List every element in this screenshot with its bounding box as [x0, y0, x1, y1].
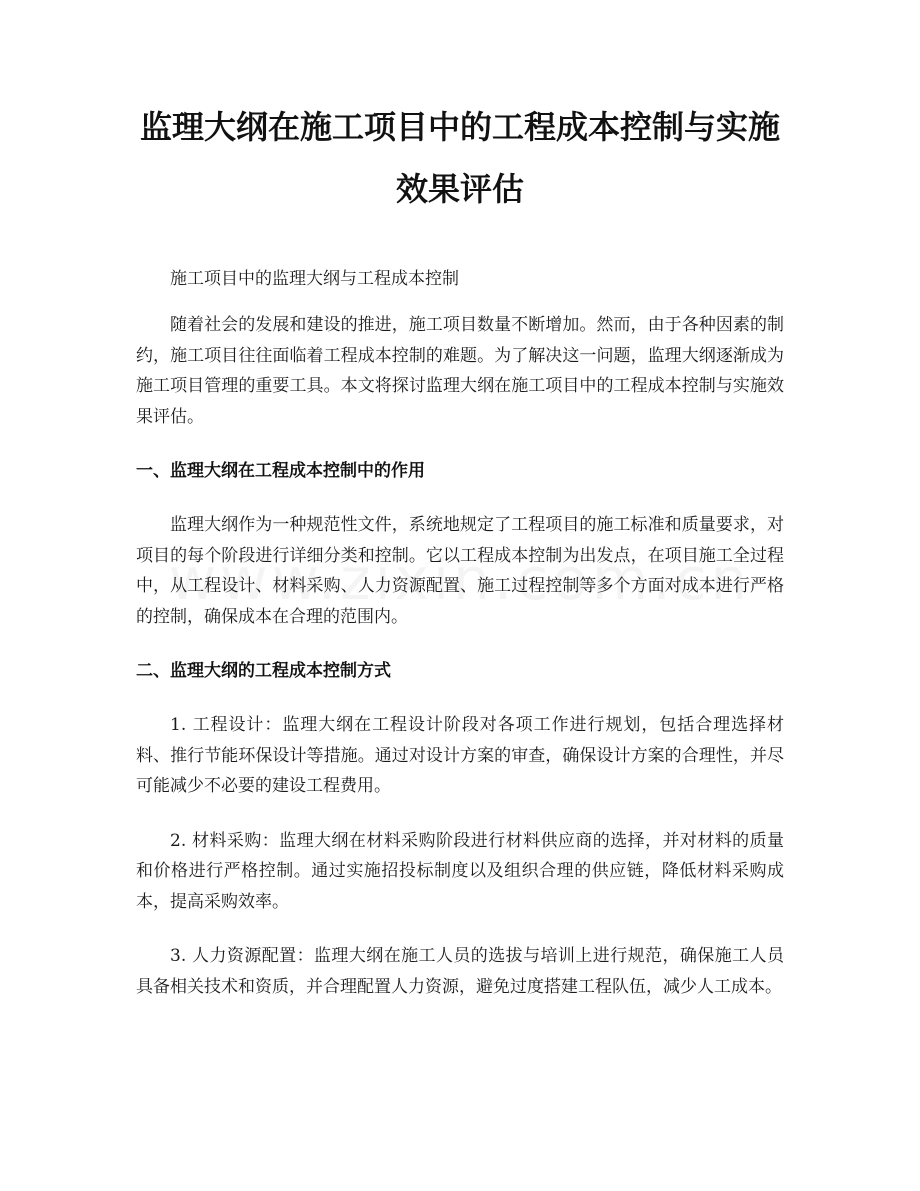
section-2-item-2: 2. 材料采购：监理大纲在材料采购阶段进行材料供应商的选择，并对材料的质量和价格进行严格控制。通过实施招投标制度以及组织合理的供应链，降低材料采购成本，提高采购效率。	[136, 830, 784, 912]
section-1-body: 监理大纲作为一种规范性文件，系统地规定了工程项目的施工标准和质量要求，对项目的每个阶段进行详细分类和控制。它以工程成本控制为出发点，在项目施工全过程中，从工程设计、材料采购、人力资源配置、施工过程控制等多个方面对成本进行严格的控制，确保成本在合理的范围内。	[136, 515, 784, 627]
section-2-heading: 二、监理大纲的工程成本控制方式	[136, 661, 391, 681]
document-title: 监理大纲在施工项目中的工程成本控制与实施效果评估	[139, 108, 780, 208]
intro-paragraph: 随着社会的发展和建设的推进，施工项目数量不断增加。然而，由于各种因素的制约，施工项目往往面临着工程成本控制的难题。为了解决这一问题，监理大纲逐渐成为施工项目管理的重要工具。本文将探讨监理大纲在施工项目中的工程成本控制与实施效果评估。	[136, 315, 784, 427]
document-subtitle: 施工项目中的监理大纲与工程成本控制	[170, 269, 459, 289]
section-1-heading: 一、监理大纲在工程成本控制中的作用	[136, 461, 425, 481]
section-2-item-3: 3. 人力资源配置：监理大纲在施工人员的选拔与培训上进行规范，确保施工人员具备相关技术和资质，并合理配置人力资源，避免过度搭建工程队伍，减少人工成本。	[136, 946, 784, 997]
section-2-item-1: 1. 工程设计：监理大纲在工程设计阶段对各项工作进行规划，包括合理选择材料、推行节能环保设计等措施。通过对设计方案的审查，确保设计方案的合理性，并尽可能减少不必要的建设工程费用。	[136, 715, 784, 796]
